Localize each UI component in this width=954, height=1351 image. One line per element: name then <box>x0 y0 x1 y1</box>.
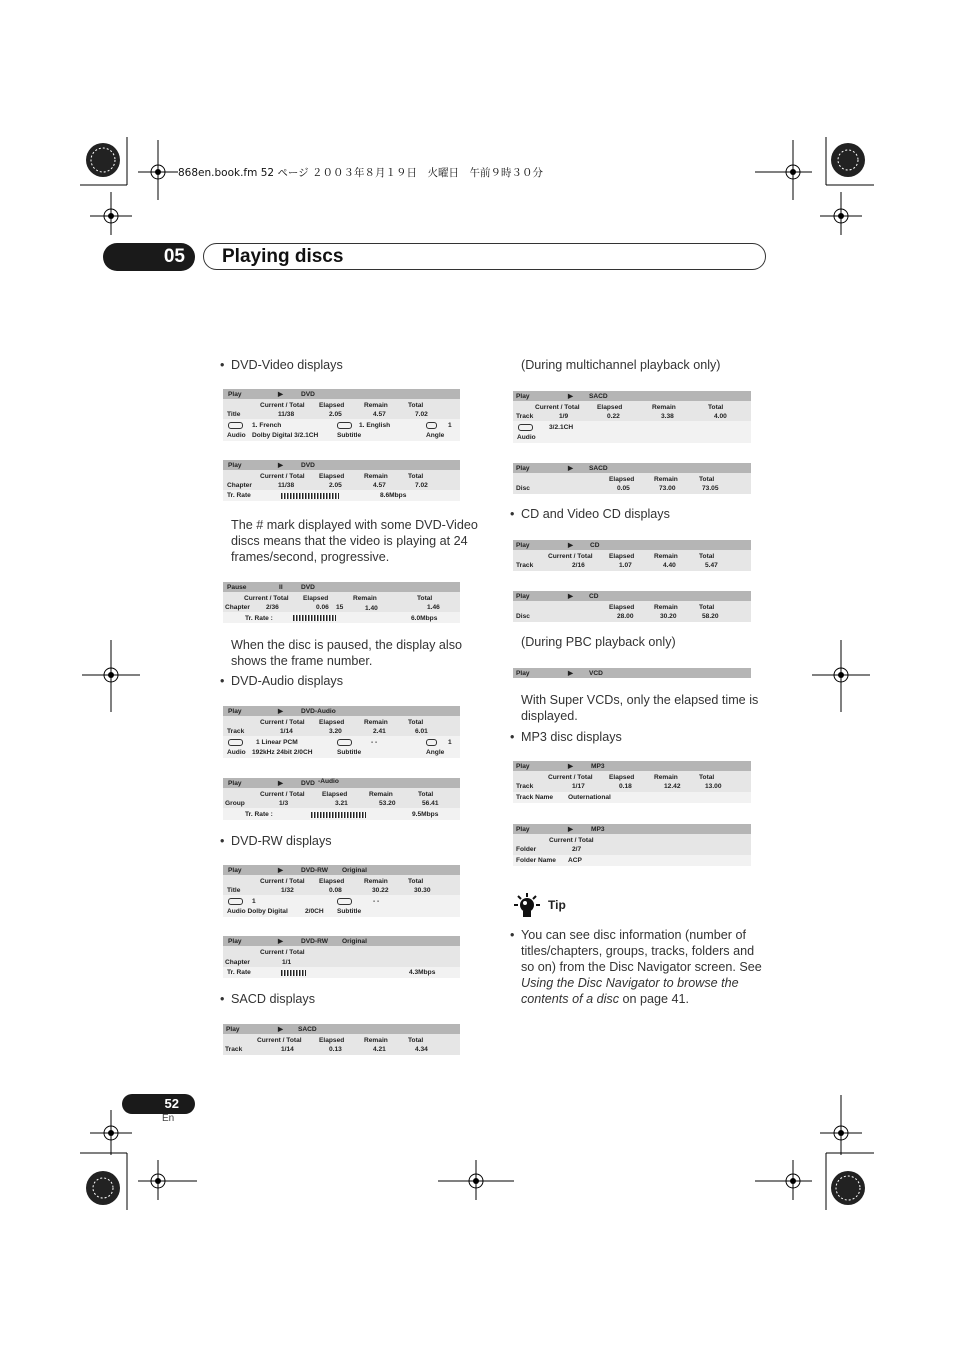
bitrate-meter <box>281 493 339 499</box>
osd-state: Play <box>516 670 530 677</box>
osd-row-label: Track <box>225 1046 243 1053</box>
osd-disc: DVD-Audio <box>301 708 336 715</box>
play-icon: ▶ <box>278 708 284 715</box>
osd-angle-label: Angle <box>426 432 445 439</box>
angle-icon <box>426 739 437 746</box>
osd-panel-dvd-rw-title <box>223 865 460 917</box>
audio-icon <box>228 739 243 746</box>
osd-col-elapsed: Elapsed <box>319 878 345 885</box>
osd-current: 11/38 <box>278 482 295 489</box>
osd-current: 1/9 <box>559 413 569 420</box>
note-pause: When the disc is paused, the display also shows the frame number. <box>231 638 463 668</box>
osd-col-remain: Remain <box>364 878 388 885</box>
dvd-video-heading: • DVD-Video displays <box>231 357 343 373</box>
osd-subtitle-label: Subtitle <box>337 749 362 756</box>
osd-elapsed: 3.20 <box>329 728 342 735</box>
osd-col-current: Current / Total <box>244 595 289 602</box>
osd-name-value: Outernational <box>568 794 611 801</box>
osd-subtitle-label: Subtitle <box>337 432 362 439</box>
osd-audio-label: Audio Dolby Digital <box>227 908 288 915</box>
audio-icon <box>228 422 243 429</box>
osd-row-label: Track <box>516 562 534 569</box>
play-icon: ▶ <box>568 670 574 677</box>
osd-total: 6.01 <box>415 728 428 735</box>
tip-text-part2: on page 41. <box>619 992 690 1006</box>
osd-panel-dvd-title <box>223 389 460 441</box>
osd-col-current: Current / Total <box>548 553 593 560</box>
angle-icon <box>426 422 437 429</box>
play-icon: ▶ <box>278 780 284 787</box>
osd-col-elapsed: Elapsed <box>597 404 623 411</box>
osd-remain: 12.42 <box>664 783 681 790</box>
subtitle-icon <box>337 898 352 905</box>
osd-elapsed: 0.08 <box>329 887 342 894</box>
osd-col-elapsed: Elapsed <box>609 553 635 560</box>
osd-subtitle-value: 1. English <box>359 422 391 429</box>
osd-row-label: Disc <box>516 485 530 492</box>
osd-row-label: Disc <box>516 613 530 620</box>
osd-remain: 4.57 <box>373 411 386 418</box>
osd-disc: SACD <box>589 465 608 472</box>
mp3-heading: • MP3 disc displays <box>521 729 622 745</box>
osd-remain: 30.22 <box>372 887 389 894</box>
osd-col-total: Total <box>699 774 715 781</box>
pbc-note: (During PBC playback only) <box>521 635 676 649</box>
osd-elapsed: 28.00 <box>617 613 634 620</box>
osd-disc: DVD-RW <box>301 867 328 874</box>
osd-disc-suffix: -Audio <box>318 778 339 785</box>
osd-col-remain: Remain <box>369 791 393 798</box>
osd-total: 4.34 <box>415 1046 428 1053</box>
osd-col-remain: Remain <box>654 774 678 781</box>
osd-disc: CD <box>589 593 599 600</box>
osd-col-elapsed: Elapsed <box>303 595 329 602</box>
osd-col-current: Current / Total <box>257 1037 302 1044</box>
osd-total: 73.05 <box>702 485 719 492</box>
osd-panel-dvd-audio-track <box>223 706 460 758</box>
cd-heading: • CD and Video CD displays <box>521 506 670 522</box>
osd-angle-value: 1 <box>448 422 452 429</box>
osd-name-label: Folder Name <box>516 857 556 864</box>
osd-audio-label: Audio <box>227 432 246 439</box>
osd-col-current: Current / Total <box>260 402 305 409</box>
osd-col-remain: Remain <box>364 473 388 480</box>
osd-disc: VCD <box>589 670 603 677</box>
osd-disc: DVD <box>301 780 315 787</box>
osd-remain: 4.21 <box>373 1046 386 1053</box>
osd-total: 1.46 <box>427 604 440 611</box>
osd-row-label: Chapter <box>225 604 250 611</box>
osd-row-label: Track <box>516 413 534 420</box>
osd-mode: Original <box>342 938 367 945</box>
osd-disc: DVD <box>301 391 315 398</box>
osd-subtitle-value: - - <box>371 739 378 746</box>
osd-current: 1/14 <box>280 728 293 735</box>
osd-state: Play <box>228 867 242 874</box>
sacd-heading: • SACD displays <box>231 991 315 1007</box>
play-icon: ▶ <box>568 826 574 833</box>
osd-audio-value: 1. French <box>252 422 282 429</box>
osd-col-total: Total <box>408 878 424 885</box>
osd-state: Play <box>516 542 530 549</box>
osd-state: Play <box>228 708 242 715</box>
osd-total: 56.41 <box>422 800 439 807</box>
osd-col-elapsed: Elapsed <box>609 604 635 611</box>
osd-col-elapsed: Elapsed <box>319 402 345 409</box>
osd-total: 30.30 <box>414 887 431 894</box>
osd-col-remain: Remain <box>353 595 377 602</box>
osd-elapsed: 2.05 <box>329 482 342 489</box>
osd-current: 2/36 <box>266 604 279 611</box>
play-icon: ▶ <box>278 867 284 874</box>
osd-elapsed: 0.06 <box>316 604 329 611</box>
osd-col-total: Total <box>708 404 724 411</box>
osd-col-current: Current / Total <box>260 719 305 726</box>
subtitle-icon <box>337 739 352 746</box>
osd-panel-sacd-track <box>223 1024 460 1055</box>
bitrate-meter <box>281 970 306 976</box>
dvd-rw-heading: • DVD-RW displays <box>231 833 332 849</box>
osd-remain: 3.38 <box>661 413 674 420</box>
osd-audio-label: Audio <box>227 749 246 756</box>
osd-state: Play <box>228 780 242 787</box>
osd-col-total: Total <box>699 476 715 483</box>
osd-audio-value: 1 <box>252 898 256 905</box>
osd-col-current: Current / Total <box>260 791 305 798</box>
osd-audio-label: Audio <box>517 434 536 441</box>
osd-col-elapsed: Elapsed <box>322 791 348 798</box>
chapter-number: 05 <box>103 243 195 271</box>
audio-icon <box>518 424 533 431</box>
osd-col-total: Total <box>418 791 434 798</box>
play-icon: ▶ <box>278 462 284 469</box>
osd-rate-value: 8.6Mbps <box>380 492 407 499</box>
osd-panel-vcd <box>513 668 751 678</box>
osd-total: 4.00 <box>714 413 727 420</box>
play-icon: ▶ <box>568 465 574 472</box>
osd-panel-dvd-rw-chapter <box>223 936 460 978</box>
chapter-title: Playing discs <box>222 246 344 267</box>
osd-total: 5.47 <box>705 562 718 569</box>
osd-audio-format: 192kHz 24bit 2/0CH <box>252 749 313 756</box>
osd-remain: 1.40 <box>365 605 378 612</box>
audio-icon <box>228 898 243 905</box>
play-icon: ▶ <box>568 593 574 600</box>
osd-state: Play <box>516 465 530 472</box>
osd-row-label: Title <box>227 411 241 418</box>
language-code: En <box>162 1113 175 1124</box>
osd-panel-dvd-pause <box>223 582 460 623</box>
osd-mode: Original <box>342 867 367 874</box>
osd-total: 7.02 <box>415 482 428 489</box>
osd-row-label: Title <box>227 887 241 894</box>
osd-col-remain: Remain <box>654 553 678 560</box>
osd-col-elapsed: Elapsed <box>609 774 635 781</box>
osd-col-total: Total <box>417 595 433 602</box>
osd-current: 1/1 <box>282 959 292 966</box>
dvd-audio-heading: • DVD-Audio displays <box>231 673 343 689</box>
note-hash-mark: The # mark displayed with some DVD-Video discs means that the video is playing at 24 frames/second, progressive. <box>231 518 478 564</box>
osd-col-total: Total <box>408 402 424 409</box>
osd-disc: SACD <box>589 393 608 400</box>
osd-rate-label: Tr. Rate <box>227 492 251 499</box>
osd-remain: 53.20 <box>379 800 396 807</box>
osd-frame-number: 15 <box>336 604 344 611</box>
osd-state: Play <box>228 391 242 398</box>
osd-state: Play <box>226 1026 240 1033</box>
page-number: 52 <box>122 1094 195 1114</box>
play-icon: ▶ <box>568 393 574 400</box>
osd-col-total: Total <box>699 553 715 560</box>
osd-state: Play <box>516 393 530 400</box>
osd-panel-mp3-folder <box>513 824 751 866</box>
osd-total: 7.02 <box>415 411 428 418</box>
osd-elapsed: 0.05 <box>617 485 630 492</box>
osd-panel-sacd-disc <box>513 463 751 494</box>
osd-rate-value: 9.5Mbps <box>412 811 439 818</box>
osd-col-elapsed: Elapsed <box>319 1037 345 1044</box>
tip-link-title: Using the Disc Navigator to browse the contents of a disc <box>521 976 739 1006</box>
osd-audio-format: Dolby Digital 3/2.1CH <box>252 432 319 439</box>
tip-text-part1: You can see disc information (number of titles/chapters, groups, tracks, folders and so on) from the Disc Navigator screen. See <box>521 928 762 974</box>
osd-elapsed: 0.18 <box>619 783 632 790</box>
osd-remain: 2.41 <box>373 728 386 735</box>
osd-rate-label: Tr. Rate : <box>245 811 273 818</box>
osd-elapsed: 2.05 <box>329 411 342 418</box>
multichannel-note: (During multichannel playback only) <box>521 358 721 372</box>
osd-state: Play <box>516 763 530 770</box>
osd-state: Play <box>516 826 530 833</box>
osd-panel-mp3-track <box>513 761 751 803</box>
osd-remain: 73.00 <box>659 485 676 492</box>
osd-name-value: ACP <box>568 857 582 864</box>
osd-total: 13.00 <box>705 783 722 790</box>
osd-angle-value: 1 <box>448 739 452 746</box>
osd-panel-sacd-multichannel <box>513 391 751 443</box>
bitrate-meter <box>311 812 366 818</box>
osd-col-total: Total <box>408 719 424 726</box>
osd-col-remain: Remain <box>364 402 388 409</box>
osd-panel-cd-disc <box>513 591 751 622</box>
osd-total: 58.20 <box>702 613 719 620</box>
osd-channels: 3/2.1CH <box>549 424 574 431</box>
pause-icon: II <box>279 584 283 591</box>
play-icon: ▶ <box>568 763 574 770</box>
lightbulb-icon <box>513 892 541 920</box>
osd-rate-value: 4.3Mbps <box>409 969 436 976</box>
osd-row-label: Chapter <box>225 959 250 966</box>
tip-text <box>510 927 769 1007</box>
osd-disc: DVD-RW <box>301 938 328 945</box>
osd-elapsed: 3.21 <box>335 800 348 807</box>
osd-panel-dvd-audio-group <box>223 778 460 820</box>
osd-col-total: Total <box>408 1037 424 1044</box>
osd-remain: 4.57 <box>373 482 386 489</box>
osd-col-remain: Remain <box>654 476 678 483</box>
osd-disc: MP3 <box>591 763 605 770</box>
osd-col-total: Total <box>699 604 715 611</box>
osd-current: 2/7 <box>572 846 582 853</box>
osd-remain: 30.20 <box>660 613 677 620</box>
osd-col-elapsed: Elapsed <box>319 719 345 726</box>
bitrate-meter <box>293 615 336 621</box>
osd-disc: MP3 <box>591 826 605 833</box>
osd-row-label: Track <box>227 728 245 735</box>
osd-current: 11/38 <box>278 411 295 418</box>
osd-col-remain: Remain <box>364 719 388 726</box>
play-icon: ▶ <box>278 391 284 398</box>
osd-angle-label: Angle <box>426 749 445 756</box>
osd-elapsed: 0.22 <box>607 413 620 420</box>
play-icon: ▶ <box>568 542 574 549</box>
osd-col-elapsed: Elapsed <box>319 473 345 480</box>
osd-panel-cd-track <box>513 540 751 571</box>
osd-elapsed: 0.13 <box>329 1046 342 1053</box>
osd-col-remain: Remain <box>654 604 678 611</box>
osd-disc: DVD <box>301 462 315 469</box>
osd-state: Play <box>228 938 242 945</box>
osd-col-current: Current / Total <box>549 837 594 844</box>
osd-current: 1/14 <box>281 1046 294 1053</box>
play-icon: ▶ <box>278 938 284 945</box>
osd-col-remain: Remain <box>364 1037 388 1044</box>
osd-audio-format: 2/0CH <box>305 908 324 915</box>
bullet-icon: • <box>510 928 515 942</box>
osd-name-label: Track Name <box>516 794 554 801</box>
osd-col-current: Current / Total <box>260 473 305 480</box>
osd-row-label: Chapter <box>227 482 252 489</box>
osd-disc: DVD <box>301 584 315 591</box>
osd-rate-label: Tr. Rate : <box>245 615 273 622</box>
play-icon: ▶ <box>278 1026 284 1033</box>
osd-disc: CD <box>590 542 600 549</box>
osd-col-current: Current / Total <box>260 949 305 956</box>
osd-state: Play <box>516 593 530 600</box>
osd-col-current: Current / Total <box>535 404 580 411</box>
osd-current: 1/17 <box>572 783 585 790</box>
osd-col-total: Total <box>408 473 424 480</box>
osd-disc: SACD <box>298 1026 317 1033</box>
osd-col-current: Current / Total <box>548 774 593 781</box>
osd-rate-value: 6.0Mbps <box>411 615 438 622</box>
osd-current: 1/32 <box>281 887 294 894</box>
osd-row-label: Group <box>225 800 245 807</box>
osd-col-remain: Remain <box>652 404 676 411</box>
osd-rate-label: Tr. Rate <box>227 969 251 976</box>
osd-subtitle-value: - - <box>373 898 380 905</box>
osd-current: 1/3 <box>279 800 289 807</box>
osd-row-label: Track <box>516 783 534 790</box>
book-line: 868en.book.fm 52 ページ ２００３年８月１９日 火曜日 午前９時３０分 <box>178 167 544 179</box>
osd-audio-value: 1 Linear PCM <box>256 739 298 746</box>
osd-col-elapsed: Elapsed <box>609 476 635 483</box>
osd-remain: 4.40 <box>663 562 676 569</box>
osd-panel-dvd-chapter <box>223 460 460 501</box>
osd-subtitle-label: Subtitle <box>337 908 362 915</box>
osd-state: Pause <box>227 584 247 591</box>
subtitle-icon <box>337 422 352 429</box>
osd-col-current: Current / Total <box>260 878 305 885</box>
osd-elapsed: 1.07 <box>619 562 632 569</box>
tip-title: Tip <box>548 898 566 912</box>
osd-current: 2/16 <box>572 562 585 569</box>
osd-state: Play <box>228 462 242 469</box>
osd-row-label: Folder <box>516 846 537 853</box>
svcd-note: With Super VCDs, only the elapsed time is displayed. <box>521 693 759 723</box>
